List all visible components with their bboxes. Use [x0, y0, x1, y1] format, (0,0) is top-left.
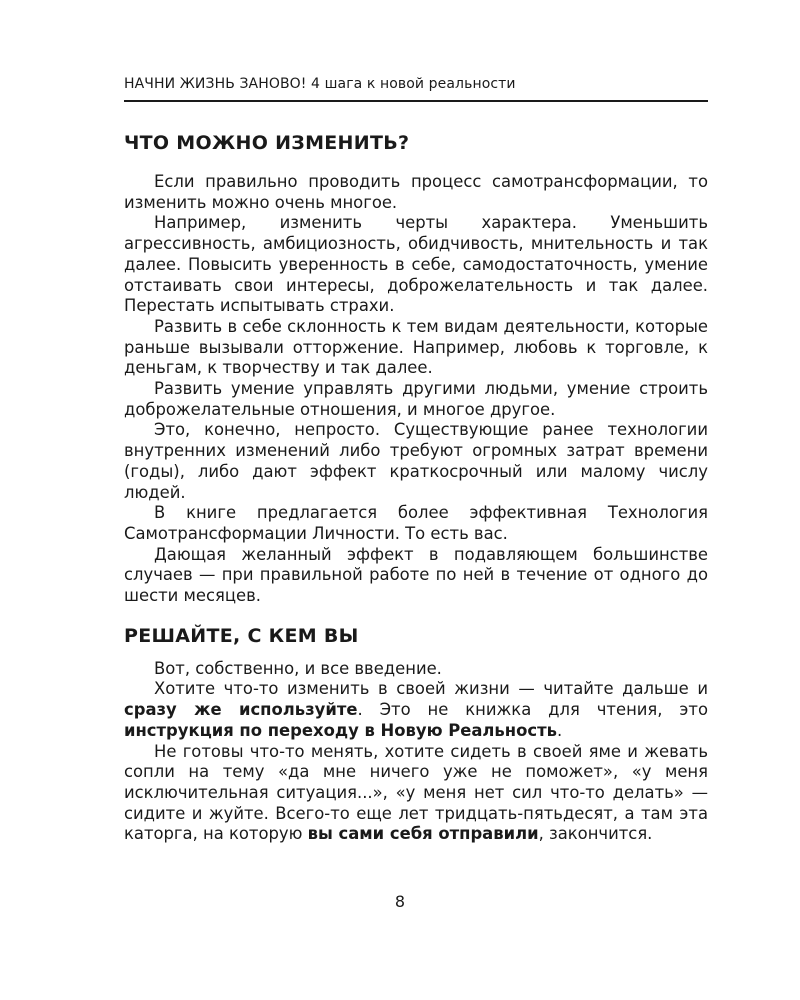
paragraph: В книге предлагается более эффективная Технология Самотрансформации Личности. То есть вас.	[124, 503, 708, 543]
bold-phrase: сразу же используйте	[124, 700, 358, 720]
text-run: Не готовы что-то менять, хотите сидеть в своей яме и жевать сопли на тему «да мне ничего уже не поможет», «у меня исключительная ситуация...», «у меня нет сил что-то делать» — сидите и жуйте. Всего-то еще лет тридцать-пятьдесят, а там эта каторга, на которую	[124, 741, 708, 844]
paragraph: Развить умение управлять другими людьми, умение строить доброжелательные отношения, и многое другое.	[124, 379, 708, 419]
paragraph	[124, 679, 708, 741]
paragraph: Например, изменить черты характера. Уменьшить агрессивность, амбициозность, обидчивость, мнительность и так далее. Повысить уверенность в себе, самодостаточность, умение отстаивать свои интересы, доброжелательность и так далее. Перестать испытывать страхи.	[124, 213, 708, 316]
page-number: 8	[394, 892, 406, 911]
paragraph: Если правильно проводить процесс самотрансформации, то изменить можно очень многое.	[124, 172, 708, 212]
paragraph: Развить в себе склонность к тем видам деятельности, которые раньше вызывали отторжение. Например, любовь к торговле, к деньгам, к творчеству и так далее.	[124, 316, 708, 378]
page-content	[124, 130, 708, 845]
running-head: НАЧНИ ЖИЗНЬ ЗАНОВО! 4 шага к новой реальности	[124, 76, 516, 92]
text-run: Хотите что-то изменить в своей жизни — читайте дальше и	[154, 679, 708, 699]
paragraph: Дающая желанный эффект в подавляющем большинстве случаев — при правильной работе по ней в течение от одного до шести месяцев.	[124, 544, 708, 606]
paragraph	[124, 742, 708, 846]
text-run: . Это не книжка для чтения, это	[357, 700, 708, 720]
paragraph: Вот, собственно, и все введение.	[154, 658, 442, 678]
paragraph: Это, конечно, непросто. Существующие ранее технологии внутренних изменений либо требуют огромных затрат времени (годы), либо дают эффект краткосрочный или малому числу людей.	[124, 420, 708, 502]
text-run: , закончится.	[538, 824, 653, 844]
bold-phrase: вы сами себя отправили	[307, 824, 539, 844]
text-run: .	[556, 720, 563, 740]
bold-phrase: инструкция по переходу в Новую Реальность	[124, 720, 557, 740]
header-rule	[124, 100, 708, 102]
section-title-what-can-change: ЧТО МОЖНО ИЗМЕНИТЬ?	[124, 132, 410, 154]
section-title-decide: РЕШАЙТЕ, С КЕМ ВЫ	[124, 624, 359, 647]
